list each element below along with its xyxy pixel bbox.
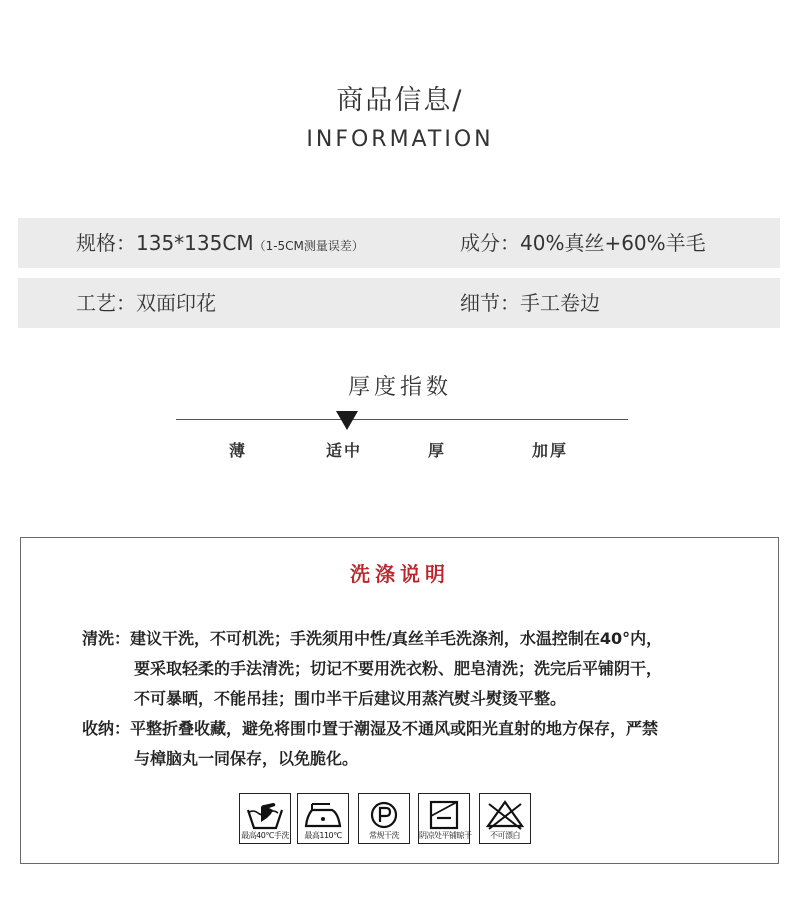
thickness-marker-icon	[336, 411, 358, 430]
spec-row-size-composition	[18, 218, 780, 268]
craft-value: 双面印花	[136, 291, 216, 315]
spec-detail	[460, 278, 600, 328]
spec-craft	[76, 278, 216, 328]
craft-label: 工艺：	[76, 291, 136, 315]
thickness-level-thin: 薄	[229, 441, 248, 460]
flat-dry-shade-icon	[419, 796, 469, 832]
hand-wash-icon	[240, 796, 290, 832]
thickness-level-medium: 适中	[326, 441, 363, 460]
section-title-cn: 商品信息/	[336, 85, 464, 116]
care-line-4: 收纳：平整折叠收藏，避免将围巾置于潮湿及不通风或阳光直射的地方保存，严禁	[82, 719, 659, 738]
size-value: 135*135CM	[136, 231, 254, 255]
care-line-2: 要采取轻柔的手法清洗；切记不要用洗衣粉、肥皂清洗；洗完后平铺阴干，	[134, 659, 663, 678]
spec-size	[76, 218, 364, 268]
care-symbol-iron	[297, 793, 349, 844]
thickness-title: 厚度指数	[347, 375, 452, 400]
flat-dry-shade-caption: 阴凉处平铺晾干	[419, 831, 472, 840]
spec-composition	[460, 218, 706, 268]
spec-row-craft-detail	[18, 278, 780, 328]
composition-value: 40%真丝+60%羊毛	[520, 231, 706, 255]
detail-label: 细节：	[460, 291, 520, 315]
care-symbol-dry-clean	[358, 793, 410, 844]
care-line-3: 不可暴晒，不能吊挂；围巾半干后建议用蒸汽熨斗熨烫平整。	[134, 689, 567, 708]
thickness-scale-line	[176, 419, 628, 420]
care-symbol-hand-wash	[239, 793, 291, 844]
dry-clean-icon	[359, 796, 409, 832]
size-label: 规格：	[76, 231, 136, 255]
no-bleach-caption: 不可漂白	[490, 831, 520, 840]
no-bleach-icon	[480, 796, 530, 832]
care-title: 洗涤说明	[350, 562, 450, 586]
hand-wash-caption: 最高40℃手洗	[241, 831, 289, 840]
care-symbol-no-bleach	[479, 793, 531, 844]
size-note: （1-5CM测量误差）	[253, 239, 364, 253]
composition-label: 成分：	[460, 231, 520, 255]
iron-caption: 最高110℃	[304, 831, 342, 840]
care-symbol-flat-dry-shade	[418, 793, 470, 844]
detail-value: 手工卷边	[520, 291, 600, 315]
dry-clean-caption: 常规干洗	[369, 831, 399, 840]
care-line-1: 清洗：建议干洗，不可机洗；手洗须用中性/真丝羊毛洗涤剂，水温控制在40°内，	[82, 629, 663, 648]
thickness-level-extra-thick: 加厚	[532, 441, 569, 460]
iron-icon	[298, 796, 348, 832]
section-title-en: INFORMATION	[306, 127, 494, 152]
thickness-level-thick: 厚	[428, 441, 447, 460]
care-line-5: 与樟脑丸一同保存，以免脆化。	[134, 749, 359, 768]
